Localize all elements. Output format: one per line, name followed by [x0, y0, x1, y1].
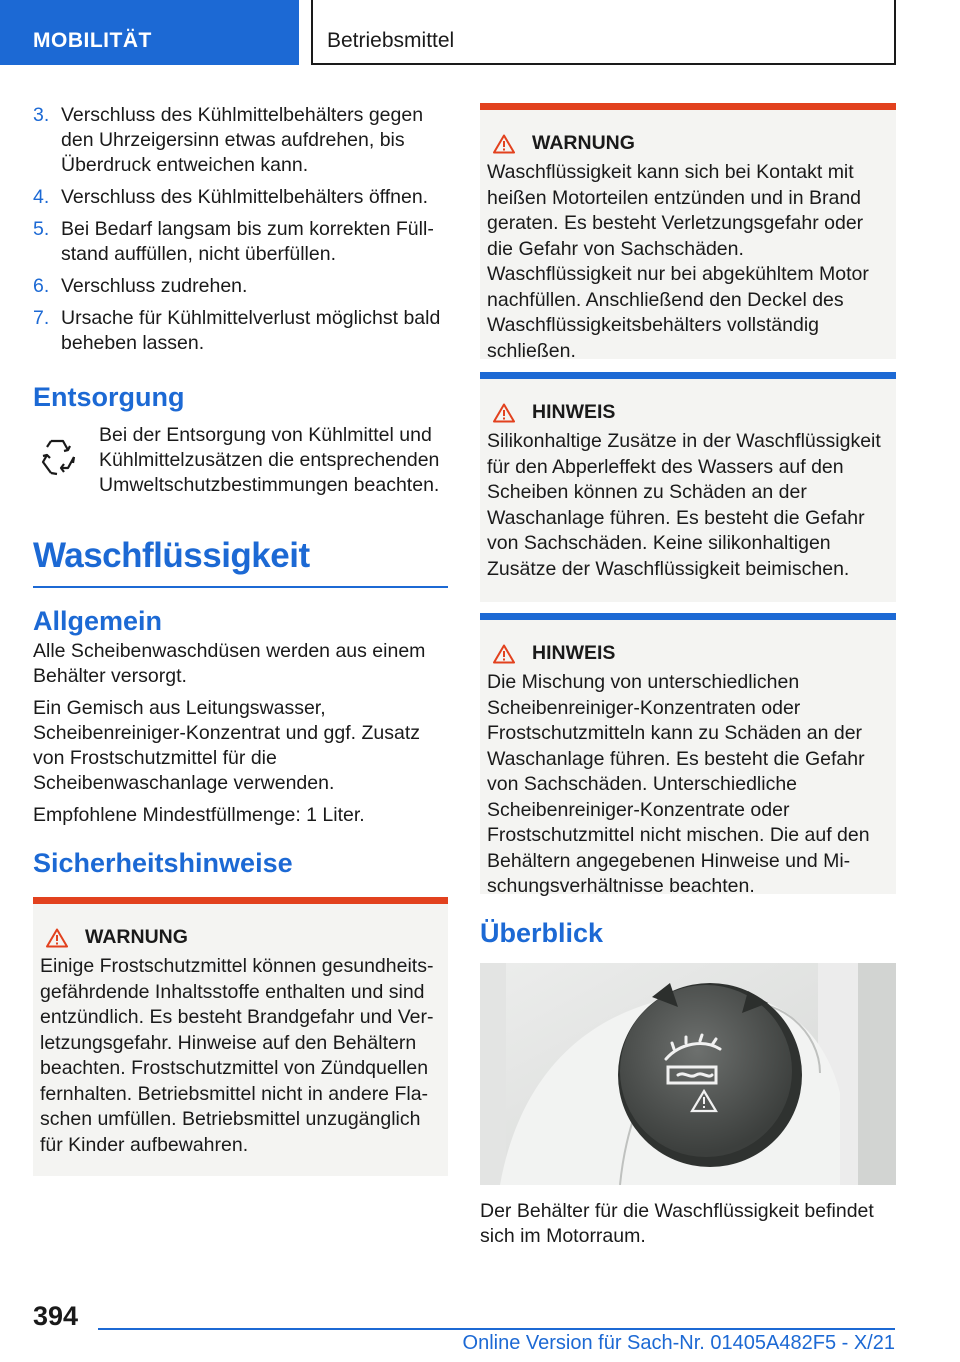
- step-text: Bei Bedarf langsam bis zum korrekten Füllstand auffüllen, nicht überfüllen.: [61, 218, 434, 265]
- callout-label: WARNUNG: [85, 926, 188, 948]
- safety-heading: Sicherheitshinweise: [33, 848, 293, 878]
- warning-triangle-icon: [493, 403, 515, 423]
- list-item: [33, 103, 448, 178]
- hint-callout: [480, 372, 896, 602]
- list-item: [33, 185, 448, 210]
- step-number: 6.: [33, 275, 50, 297]
- chapter-title: Betriebsmittel: [311, 0, 896, 65]
- washer-reservoir-cap-photo: [480, 963, 896, 1185]
- general-paragraph: Empfohlene Mindestfüllmenge: 1 Liter.: [33, 804, 365, 826]
- warning-callout: [480, 103, 896, 362]
- disposal-text: Bei der Entsorgung von Kühlmittel und Kühlmittelzusätzen die entsprechenden Umweltschutzbestimmungen beachten.: [99, 424, 440, 496]
- callout-text: Einige Frostschutzmittel können gesundheitsgefährdende Inhaltsstoffe enthalten und sind entzündlich. Es besteht Brandgefahr und Verletzungsgefahr. Hinweise auf den Behältern beachten. Frostschutzmittel von Zündquellen fernhalten. Betriebsmittel nicht in andere Flaschen umfüllen. Betriebsmittel unzugänglich für Kinder aufbewahren.: [40, 955, 434, 1156]
- page-number: 394: [33, 1301, 79, 1331]
- callout-text: Silikonhaltige Zusätze in der Waschflüssigkeit für den Abperleffekt des Wassers auf den Scheiben können zu Schäden an der Waschanlage führen. Es besteht die Gefahr von Sachschäden. Keine silikonhaltigen Zusätze der Waschflüssigkeit beimischen.: [487, 430, 881, 580]
- warning-bar: [480, 103, 896, 110]
- step-number: 7.: [33, 307, 50, 329]
- step-number: 4.: [33, 186, 50, 208]
- callout-text: Waschflüssigkeit kann sich bei Kontakt mit heißen Motorteilen entzünden und in Brand geraten. Es besteht Verletzungsgefahr oder die Gefahr von Sachschäden. Waschflüssigkeit nur bei abgekühltem Motor nachfüllen. Anschließend den Deckel des Waschflüssigkeitsbehälters vollständig schließen.: [487, 161, 869, 362]
- general-heading: Allgemein: [33, 606, 163, 636]
- page-title: Waschflüssigkeit: [33, 536, 310, 575]
- callout-label: HINWEIS: [532, 401, 616, 423]
- right-column: [480, 103, 896, 1249]
- list-item: [33, 306, 448, 356]
- warning-triangle-icon: [493, 134, 515, 154]
- footer-divider: [98, 1328, 895, 1330]
- general-paragraph: Alle Scheibenwaschdüsen werden aus einem Behälter versorgt.: [33, 640, 426, 687]
- callout-text: Die Mischung von unterschiedlichen Scheibenreiniger-Konzentraten oder Frostschutzmitteln kann zu Schäden an der Waschanlage führen. Es besteht die Gefahr von Sachschäden. Unterschiedliche Scheibenreiniger-Konzentrate oder Frostschutzmittel nicht mischen. Die auf den Behältern angegebenen Hinweise und Mischungsverhältnisse beachten.: [487, 671, 870, 897]
- title-divider: [33, 586, 448, 588]
- step-text: Ursache für Kühlmittelverlust möglichst bald beheben lassen.: [61, 307, 441, 354]
- warning-callout: [33, 897, 448, 1176]
- step-list: [33, 103, 448, 356]
- section-tab: MOBILITÄT: [0, 0, 299, 65]
- callout-label: WARNUNG: [532, 132, 635, 154]
- overview-caption: Der Behälter für die Waschflüssigkeit befindet sich im Motorraum.: [480, 1200, 874, 1247]
- step-text: Verschluss des Kühlmittelbehälters öffnen.: [61, 186, 429, 208]
- step-number: 5.: [33, 218, 50, 240]
- step-text: Verschluss des Kühlmittelbehälters gegen den Uhrzeigersinn etwas aufdrehen, bis Überdruck entweichen kann.: [61, 104, 424, 176]
- footer-text: Online Version für Sach-Nr. 01405A482F5 - X/21: [462, 1332, 895, 1354]
- overview-heading: Überblick: [480, 918, 604, 948]
- warning-bar: [33, 897, 448, 904]
- hint-bar: [480, 372, 896, 379]
- hint-bar: [480, 613, 896, 620]
- step-text: Verschluss zudrehen.: [61, 275, 248, 297]
- hint-callout: [480, 613, 896, 897]
- list-item: [33, 217, 448, 267]
- list-item: [33, 274, 448, 299]
- left-column: [33, 103, 448, 1176]
- general-paragraph: Ein Gemisch aus Leitungswasser, Scheibenreiniger-Konzentrat und ggf. Zusatz von Frostschutzmittel für die Scheibenwaschanlage verwenden.: [33, 697, 420, 794]
- disposal-heading: Entsorgung: [33, 382, 185, 412]
- warning-triangle-icon: [493, 644, 515, 664]
- step-number: 3.: [33, 104, 50, 126]
- warning-triangle-icon: [46, 928, 68, 948]
- disposal-block: [33, 423, 448, 498]
- callout-label: HINWEIS: [532, 642, 616, 664]
- recycle-icon: [33, 423, 99, 498]
